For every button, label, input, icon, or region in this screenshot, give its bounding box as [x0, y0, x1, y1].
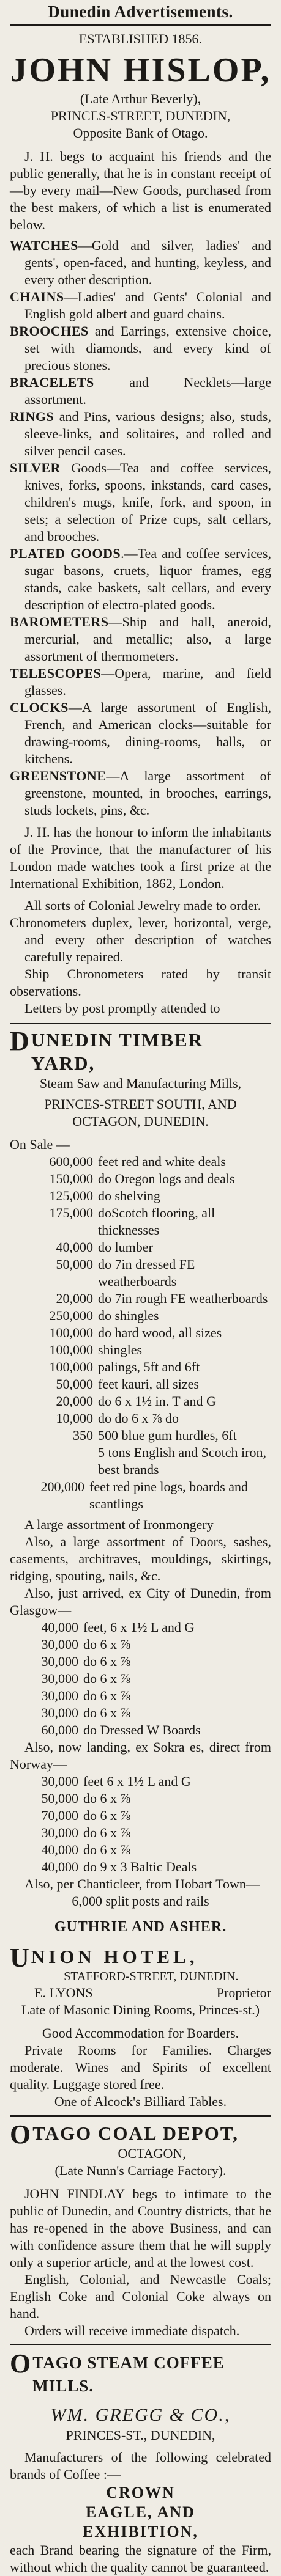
stock-quantity: 50,000: [41, 1791, 78, 1806]
coffee-firm: WM. GREGG & CO.,: [50, 2405, 231, 2425]
item-text: —Ship and hall, aneroid, mercurial, and metallic; also, a large assortment of thermometers.: [24, 614, 271, 664]
stock-description: do 6 x ⅞: [83, 1808, 130, 1823]
stock-row: [10, 1187, 271, 1205]
hislop-item: [10, 768, 271, 819]
hislop-colonial: All sorts of Colonial Jewelry made to order.: [24, 898, 261, 913]
timber-yard-advertisement: [10, 1024, 271, 1915]
stock-quantity: 70,000: [41, 1808, 78, 1823]
hislop-name: JOHN HISLOP,: [10, 51, 271, 89]
timber-subtitle: Steam Saw and Manufacturing Mills,: [39, 1076, 242, 1091]
item-text: —Opera, marine, and field glasses.: [24, 666, 271, 698]
norway-stock-list: [10, 1773, 271, 1876]
stock-description: do 7in dressed FE weatherboards: [98, 1257, 195, 1289]
glasgow-stock-list: [10, 1619, 271, 1739]
item-text: and Necklets—large assortment.: [24, 375, 271, 407]
stock-quantity: 100,000: [49, 1359, 93, 1374]
drop-cap: O: [10, 2349, 31, 2379]
coffee-address: PRINCES-ST., DUNEDIN,: [66, 2427, 215, 2443]
stock-description: do 7in rough FE weatherboards: [98, 1291, 268, 1306]
item-text: —A large assortment of English, French, and American clocks—suitable for drawing-rooms, dining-rooms, halls, or kitchens.: [24, 700, 271, 766]
union-hotel-advertisement: [10, 1940, 271, 2115]
coffee-title-block: [10, 2351, 271, 2398]
stock-description: doScotch flooring, all thicknesses: [98, 1205, 215, 1238]
hislop-item: [10, 288, 271, 323]
stock-row: [10, 1307, 271, 1324]
stock-row: [10, 1722, 271, 1739]
hislop-item: [10, 323, 271, 374]
stock-description: do do 6 x ⅞ do: [98, 1411, 179, 1426]
stock-quantity: 60,000: [41, 1722, 78, 1738]
item-keyword: BROOCHES: [10, 323, 89, 339]
hislop-ship: Ship Chronometers rated by transit observations.: [10, 966, 271, 999]
stock-description: do 6 x ⅞: [83, 1791, 130, 1806]
hislop-item: [10, 374, 271, 408]
stock-description: do Dressed W Boards: [83, 1722, 201, 1738]
stock-quantity: 50,000: [56, 1257, 93, 1272]
stock-description: do 6 x 1½ in. T and G: [98, 1393, 216, 1409]
stock-row: [10, 1239, 271, 1256]
stock-quantity: 40,000: [41, 1620, 78, 1635]
stock-description: do shingles: [98, 1308, 159, 1323]
stock-quantity: 150,000: [49, 1171, 93, 1186]
stock-quantity: 100,000: [49, 1325, 93, 1340]
item-keyword: SILVER: [10, 460, 61, 475]
coal-title-block: [10, 2119, 271, 2162]
item-keyword: GREENSTONE: [10, 768, 107, 783]
hobart-line: Also, per Chanticleer, from Hobart Town—: [24, 1876, 260, 1892]
stock-quantity: 40,000: [56, 1239, 93, 1255]
stock-quantity: 350: [73, 1428, 93, 1443]
stock-description: do 6 x ⅞: [83, 1688, 130, 1703]
stock-description: 5 tons English and Scotch iron, best brands: [98, 1445, 266, 1477]
item-keyword: CHAINS: [10, 289, 64, 304]
coal-late: (Late Nunn's Carriage Factory).: [54, 2163, 227, 2178]
hislop-advertisement: [10, 26, 271, 1022]
stock-row: [10, 1790, 271, 1807]
item-keyword: PLATED GOODS: [10, 546, 121, 561]
stock-row: [10, 1410, 271, 1427]
stock-description: do 6 x ⅞: [83, 1705, 130, 1720]
stock-description: feet red pine logs, boards and scantlings: [89, 1479, 249, 1511]
union-title: NION HOTEL,: [31, 1946, 198, 1967]
hislop-honour: J. H. has the honour to inform the inhabitants of the Province, that the manufacturer of his London made watches took a first prize at the International Exhibition, 1862, London.: [10, 824, 271, 891]
hislop-item: [10, 699, 271, 768]
stock-quantity: 125,000: [49, 1188, 93, 1203]
coffee-closing: each Brand bearing the signature of the Firm, without which the quality cannot be guaranteed.: [10, 2542, 271, 2575]
coal-subtitle: OCTAGON,: [118, 2146, 186, 2161]
coffee-title: TAGO STEAM COFFEE MILLS.: [32, 2354, 225, 2395]
stock-row: [10, 1444, 271, 1478]
stock-row: [10, 1393, 271, 1410]
item-keyword: WATCHES: [10, 238, 78, 253]
stock-row: [10, 1773, 271, 1790]
hislop-opposite: Opposite Bank of Otago.: [73, 125, 208, 141]
hislop-item: [10, 665, 271, 699]
stock-row: [10, 1341, 271, 1359]
brand-eagle: EAGLE, AND: [86, 2503, 195, 2521]
coal-types: English, Colonial, and Newcastle Coals; English Coke and Colonial Coke always on hand.: [10, 2272, 271, 2321]
posts-line: 6,000 split posts and rails: [72, 1893, 209, 1909]
stock-quantity: 250,000: [49, 1308, 93, 1323]
stock-description: do lumber: [98, 1239, 153, 1255]
item-text: —Gold and silver, ladies' and gents', open-faced, and hunting, keyless, and every other description.: [24, 238, 271, 287]
hislop-item: [10, 614, 271, 665]
hislop-chronometers: Chronometers duplex, lever, horizontal, verge, and every other description of watches carefully repaired.: [10, 915, 271, 964]
coal-body: JOHN FINDLAY begs to intimate to the public of Dunedin, and Country districts, that he has re-opened in the above Business, and can with confidence assure them that he will supply only a superior article, and at the lowest cost.: [10, 2186, 271, 2270]
coal-orders: Orders will receive immediate dispatch.: [24, 2323, 240, 2338]
stock-row: [10, 1256, 271, 1290]
item-keyword: BAROMETERS: [10, 614, 109, 629]
item-text: and Pins, various designs; also, studs, sleeve-links, and solitaires, and rolled and silver pencil cases.: [24, 409, 271, 458]
stock-quantity: 40,000: [41, 1859, 78, 1874]
stock-quantity: 20,000: [56, 1291, 93, 1306]
running-head: Dunedin Advertisements.: [10, 0, 271, 26]
stock-description: do 9 x 3 Baltic Deals: [83, 1859, 197, 1874]
coal-depot-advertisement: [10, 2117, 271, 2344]
stock-row: [10, 1359, 271, 1376]
timber-title-block: [10, 1026, 271, 1092]
stock-quantity: 30,000: [41, 1825, 78, 1840]
guthrie-signature: GUTHRIE AND ASHER.: [54, 1919, 227, 1935]
stock-description: do 6 x ⅞: [83, 1825, 130, 1840]
hislop-address: PRINCES-STREET, DUNEDIN,: [50, 108, 231, 123]
hislop-item: [10, 237, 271, 288]
stock-row: [10, 1205, 271, 1239]
stock-quantity: 30,000: [41, 1637, 78, 1652]
hislop-item-list: [10, 237, 271, 819]
coffee-mills-advertisement: [10, 2346, 271, 2576]
on-sale-label: On Sale —: [10, 1137, 70, 1152]
stock-row: [10, 1704, 271, 1722]
stock-description: do 6 x ⅞: [83, 1654, 130, 1669]
item-keyword: BRACELETS: [10, 375, 94, 390]
glasgow-line: Also, just arrived, ex City of Dunedin, from Glasgow—: [10, 1585, 271, 1618]
item-keyword: TELESCOPES: [10, 666, 102, 681]
stock-description: feet, 6 x 1½ L and G: [83, 1620, 195, 1635]
drop-cap: U: [10, 1943, 29, 1973]
stock-quantity: 600,000: [49, 1154, 93, 1169]
stock-quantity: 30,000: [41, 1671, 78, 1686]
established-line: ESTABLISHED 1856.: [78, 31, 203, 46]
drop-cap: D: [10, 1026, 29, 1056]
stock-row: [10, 1859, 271, 1876]
stock-description: do 6 x ⅞: [83, 1637, 130, 1652]
stock-row: [10, 1687, 271, 1704]
item-keyword: CLOCKS: [10, 700, 69, 715]
stock-description: do Oregon logs and deals: [98, 1171, 235, 1186]
stock-row: [10, 1427, 271, 1444]
union-address: STAFFORD-STREET, DUNEDIN.: [64, 1970, 239, 1983]
item-text: and Earrings, extensive choice, set with diamonds, and every kind of precious stones.: [24, 323, 271, 373]
stock-description: do 6 x ⅞: [83, 1671, 130, 1686]
stock-quantity: 50,000: [56, 1376, 93, 1392]
stock-quantity: 200,000: [40, 1479, 84, 1494]
ironmongery-line: A large assortment of Ironmongery: [24, 1517, 214, 1532]
union-accommodation: Good Accommodation for Boarders.: [42, 2025, 239, 2041]
stock-row: [10, 1670, 271, 1687]
stock-row: [10, 1619, 271, 1636]
union-private: Private Rooms for Families. Charges moderate. Wines and Spirits of excellent quality. Luggage stored free.: [10, 2042, 271, 2092]
brand-crown: CROWN: [106, 2484, 175, 2501]
union-late: Late of Masonic Dining Rooms, Princes-st.): [21, 2002, 260, 2017]
hislop-item: [10, 545, 271, 614]
stock-row: [10, 1324, 271, 1341]
timber-stock-list: [10, 1153, 271, 1513]
timber-address: PRINCES-STREET SOUTH, AND OCTAGON, DUNEDIN.: [44, 1096, 237, 1129]
proprietor-label: Proprietor: [216, 1985, 271, 2000]
timber-title: UNEDIN TIMBER YARD,: [31, 1029, 204, 1074]
doors-line: Also, a large assortment of Doors, sashes, casements, architraves, mouldings, skirtings, ridging, spouting, nails, &c.: [10, 1534, 271, 1583]
stock-quantity: 30,000: [41, 1774, 78, 1789]
stock-row: [1, 1478, 271, 1513]
stock-quantity: 30,000: [41, 1654, 78, 1669]
stock-quantity: 30,000: [41, 1705, 78, 1720]
drop-cap: O: [10, 2119, 31, 2149]
item-text: Goods—Tea and coffee services, knives, forks, spoons, inkstands, card cases, children's mugs, knife, fork, and spoon, in sets; a selection of Prize cups, salt cellars, and brooches.: [24, 460, 271, 544]
stock-row: [10, 1636, 271, 1653]
item-text: —Ladies' and Gents' Colonial and English gold albert and guard chains.: [24, 289, 271, 321]
proprietor-line: [10, 1984, 271, 2002]
stock-description: 500 blue gum hurdles, 6ft: [98, 1428, 237, 1443]
hislop-late: (Late Arthur Beverly),: [80, 91, 201, 106]
stock-row: [10, 1153, 271, 1170]
stock-description: do shelving: [98, 1188, 161, 1203]
stock-quantity: 10,000: [56, 1411, 93, 1426]
union-billiard: One of Alcock's Billiard Tables.: [54, 2094, 227, 2109]
stock-row: [10, 1653, 271, 1670]
stock-row: [10, 1170, 271, 1187]
stock-description: palings, 5ft and 6ft: [98, 1359, 200, 1374]
stock-row: [10, 1807, 271, 1824]
stock-quantity: 20,000: [56, 1393, 93, 1409]
stock-description: feet red and white deals: [98, 1154, 226, 1169]
brand-exhibition: EXHIBITION,: [83, 2523, 198, 2541]
item-text: .—Tea and coffee services, sugar basons, cruets, liquor frames, egg stands, cake baskets, salt cellars, and every description of electro-plated goods.: [24, 546, 272, 612]
stock-row: [10, 1824, 271, 1841]
stock-description: do hard wood, all sizes: [98, 1325, 222, 1340]
hislop-item: [10, 408, 271, 460]
stock-description: feet kauri, all sizes: [98, 1376, 199, 1392]
stock-quantity: 175,000: [49, 1205, 93, 1220]
stock-description: shingles: [98, 1342, 143, 1357]
item-text: —A large assortment of greenstone, mounted, in brooches, earrings, studs lockets, pins, &c.: [24, 768, 271, 818]
stock-description: feet 6 x 1½ L and G: [83, 1774, 191, 1789]
union-title-block: [10, 1945, 271, 1984]
stock-row: [10, 1376, 271, 1393]
stock-quantity: 30,000: [41, 1688, 78, 1703]
hislop-item: [10, 460, 271, 545]
stock-quantity: 40,000: [41, 1842, 78, 1857]
hislop-intro: J. H. begs to acquaint his friends and the public generally, that he is in constant receipt of—by every mail—New Goods, purchased from the best makers, of which a list is enumerated below.: [10, 149, 271, 232]
stock-quantity: [10, 1444, 98, 1478]
coal-title: TAGO COAL DEPOT,: [32, 2123, 239, 2144]
stock-description: do 6 x ⅞: [83, 1842, 130, 1857]
item-keyword: RINGS: [10, 409, 54, 424]
hislop-letters: Letters by post promptly attended to: [24, 1000, 220, 1016]
coffee-intro: Manufacturers of the following celebrated brands of Coffee :—: [10, 2449, 271, 2482]
proprietor-name: E. LYONS: [34, 1985, 93, 2000]
stock-quantity: 100,000: [49, 1342, 93, 1357]
norway-line: Also, now landing, ex Sokra es, direct from Norway—: [10, 1739, 271, 1772]
stock-row: [10, 1841, 271, 1859]
stock-row: [10, 1290, 271, 1307]
